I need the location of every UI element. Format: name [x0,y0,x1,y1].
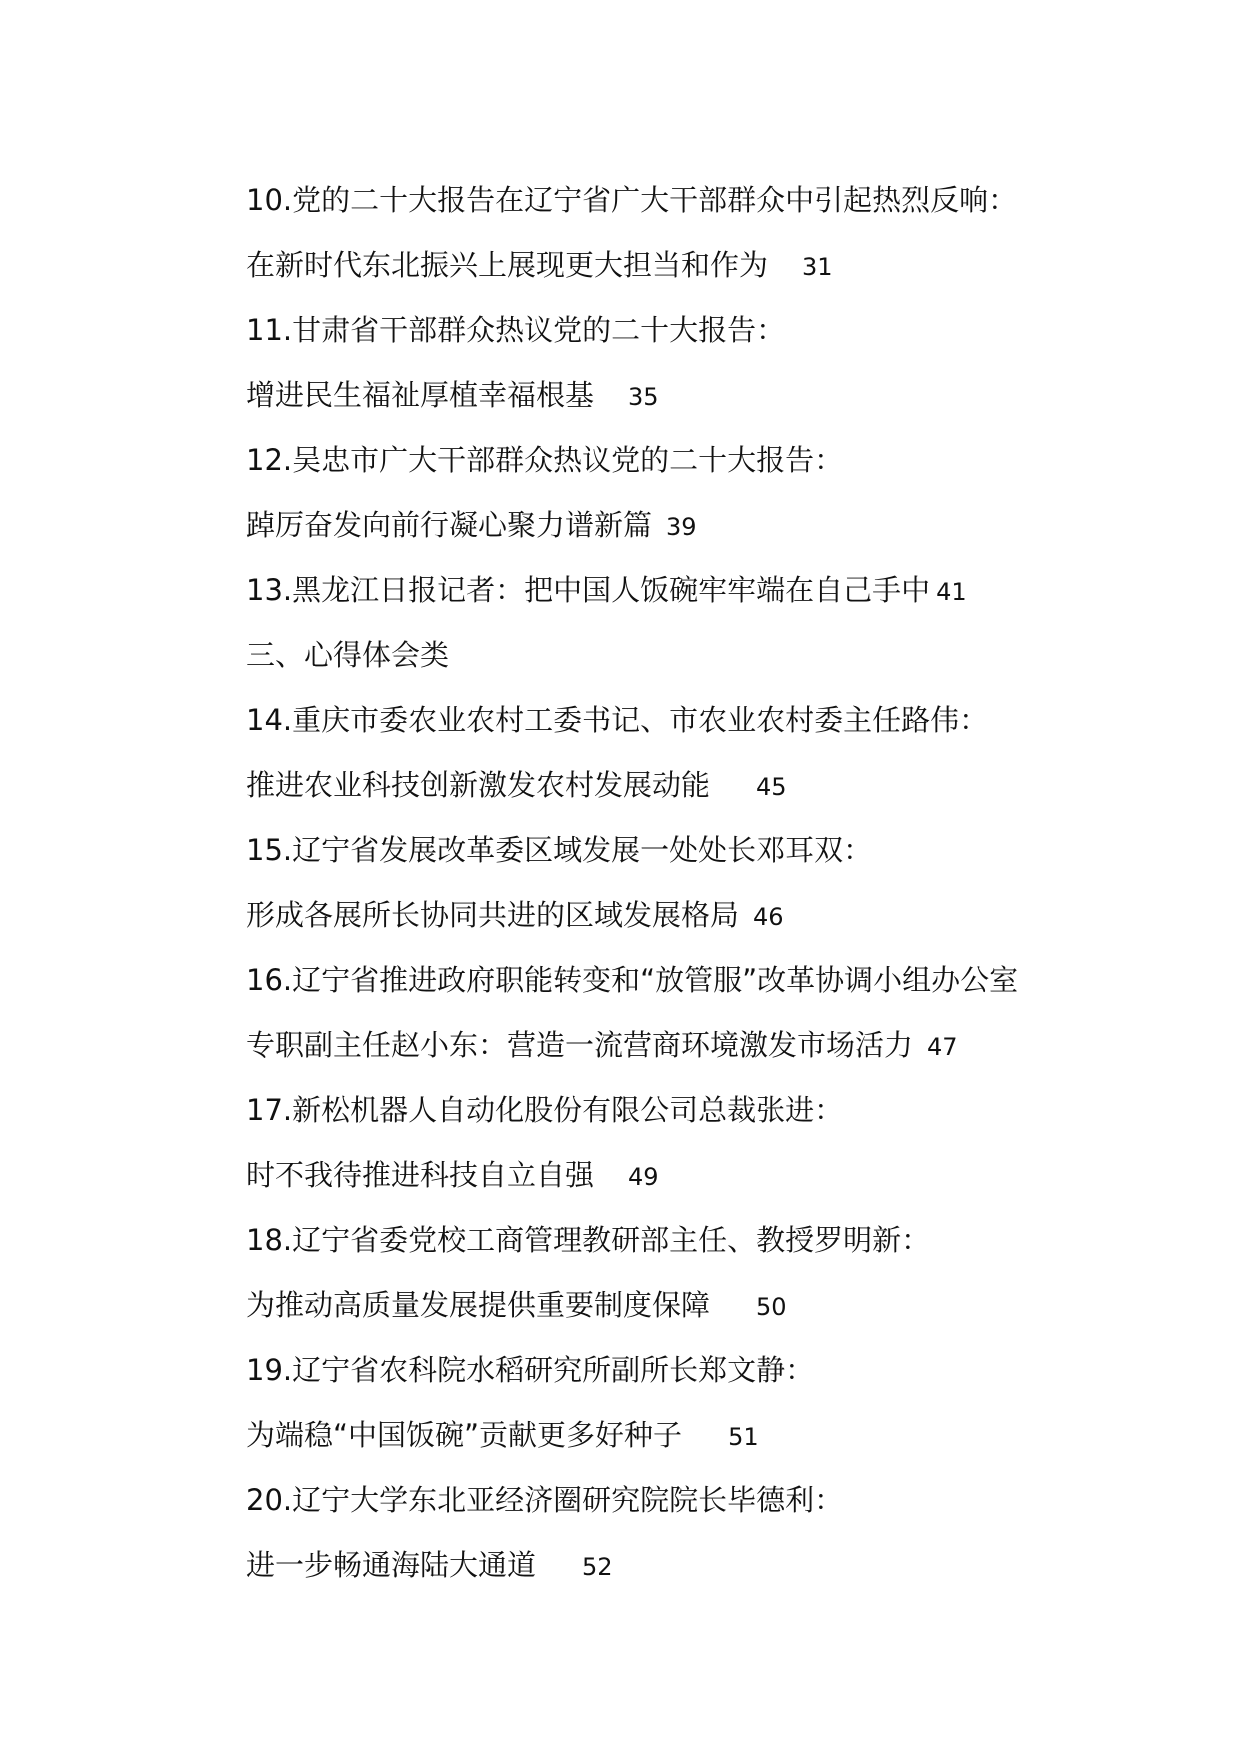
toc-entry-title: 10.党的二十大报告在辽宁省广大干部群众中引起热烈反响： [246,183,1018,217]
toc-entry-title: 19.辽宁省农科院水稻研究所副所长郑文静： [246,1353,815,1387]
toc-entry-title: 13.黑龙江日报记者：把中国人饭碗牢牢端在自己手中 [246,573,931,607]
toc-entry [246,1468,1146,1533]
toc-page-number: 31 [802,253,833,281]
toc-entry-title: 进一步畅通海陆大通道 [246,1548,537,1582]
toc-entry-title: 18.辽宁省委党校工商管理教研部主任、教授罗明新： [246,1223,931,1257]
toc-page-number: 52 [582,1553,613,1581]
toc-entry-title: 12.吴忠市广大干部群众热议党的二十大报告： [246,443,844,477]
toc-entry-title: 为端稳“中国饭碗”贡献更多好种子 [246,1418,683,1452]
toc-entry [246,363,1146,428]
toc-entry [246,948,1146,1013]
toc-entry [246,1013,1146,1078]
toc-entry [246,688,1146,753]
toc-entry-title: 20.辽宁大学东北亚经济圈研究院院长毕德利： [246,1483,844,1517]
toc-page-number: 47 [927,1033,958,1061]
toc-entry [246,818,1146,883]
toc-entry [246,493,1146,558]
toc-entry-title: 17.新松机器人自动化股份有限公司总裁张进： [246,1093,844,1127]
toc-entry [246,1078,1146,1143]
toc-page-number: 46 [753,903,784,931]
toc-page-number: 49 [628,1163,659,1191]
toc-entry [246,1143,1146,1208]
toc-entry-title: 形成各展所长协同共进的区域发展格局 [246,898,740,932]
toc-entry [246,1533,1146,1598]
toc-entry [246,1208,1146,1273]
toc-entry [246,1403,1146,1468]
toc-entry-title: 时不我待推进科技自立自强 [246,1158,595,1192]
toc-entry [246,883,1146,948]
toc-entry [246,1273,1146,1338]
toc-entry-title: 专职副主任赵小东：营造一流营商环境激发市场活力 [246,1028,914,1062]
toc-entry [246,428,1146,493]
toc-entry [246,1338,1146,1403]
toc-entry [246,558,1146,623]
toc-entry [246,233,1146,298]
toc-entry-title: 16.辽宁省推进政府职能转变和“放管服”改革协调小组办公室 [246,963,1019,997]
toc-entry-title: 14.重庆市委农业农村工委书记、市农业农村委主任路伟： [246,703,989,737]
toc-entry-title: 增进民生福祉厚植幸福根基 [246,378,595,412]
toc-entry-title: 推进农业科技创新激发农村发展动能 [246,768,711,802]
toc-entry [246,298,1146,363]
toc-section-title: 三、心得体会类 [246,638,450,672]
toc-entry [246,168,1146,233]
toc-entry-title: 在新时代东北振兴上展现更大担当和作为 [246,248,769,282]
toc-page-number: 45 [756,773,787,801]
toc-entry [246,753,1146,818]
toc-entry-title: 15.辽宁省发展改革委区域发展一处处长邓耳双： [246,833,873,867]
toc-entry-title: 为推动高质量发展提供重要制度保障 [246,1288,711,1322]
toc-page-number: 41 [936,578,967,606]
toc-page-number: 39 [666,513,697,541]
table-of-contents [246,168,1146,1598]
toc-page-number: 51 [728,1423,759,1451]
toc-entry-title: 11.甘肃省干部群众热议党的二十大报告： [246,313,786,347]
toc-entry-title: 踔厉奋发向前行凝心聚力谱新篇 [246,508,653,542]
toc-page-number: 35 [628,383,659,411]
toc-page-number: 50 [756,1293,787,1321]
toc-section-heading [246,623,1146,688]
